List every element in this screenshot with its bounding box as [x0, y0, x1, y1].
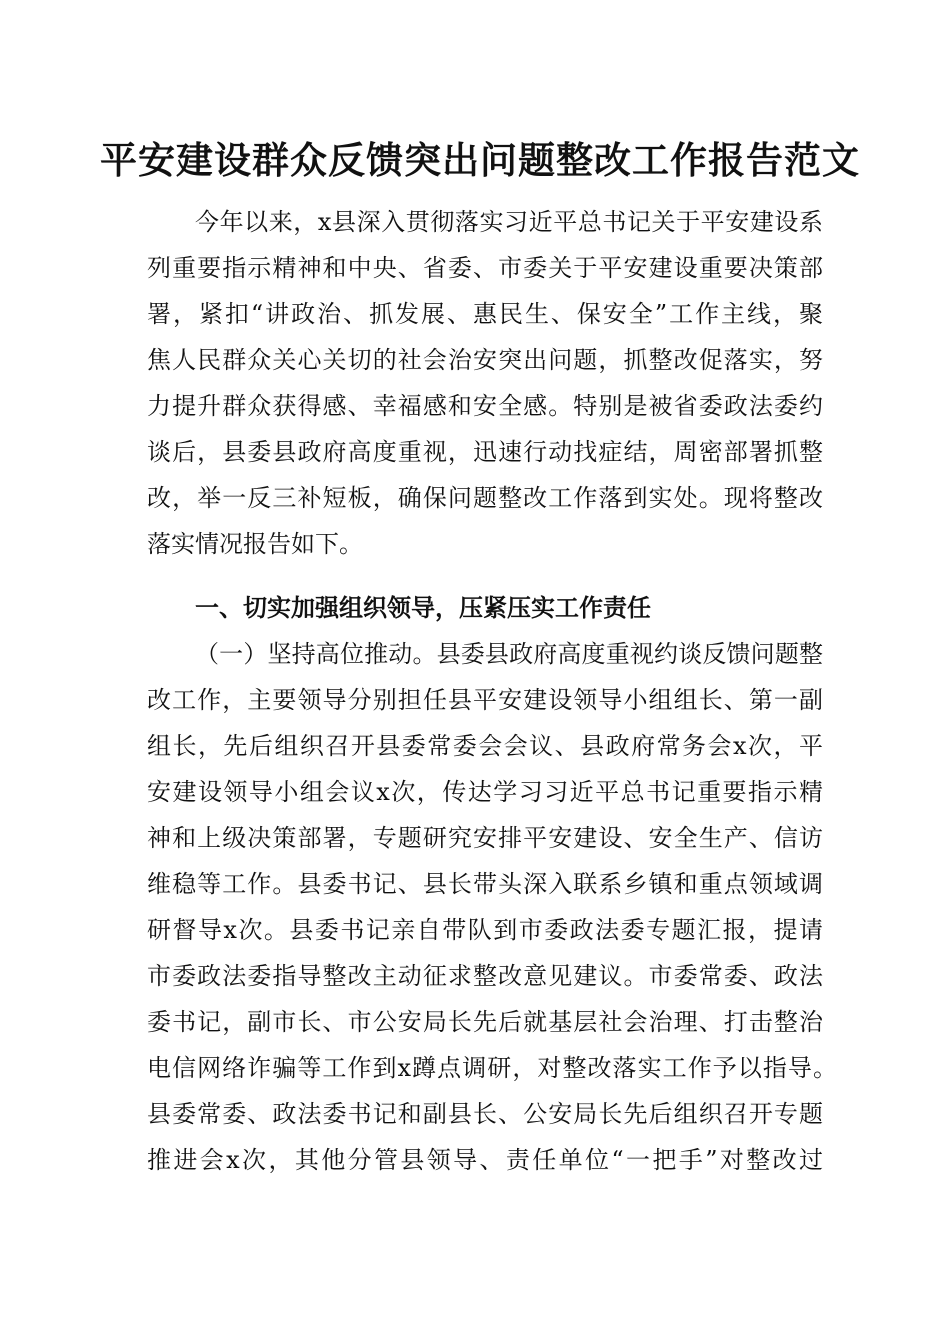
- intro-line-5: 力提升群众获得感、幸福感和安全感。特别是被省委政法委约: [147, 392, 823, 420]
- intro-line-2: 列重要指示精神和中央、省委、市委关于平安建设重要决策部: [147, 254, 823, 282]
- section-1-line-2: 改工作，主要领导分别担任县平安建设领导小组组长、第一副: [147, 686, 823, 714]
- section-1-line-8: 市委政法委指导整改主动征求整改意见建议。市委常委、政法: [147, 962, 823, 990]
- intro-line-6: 谈后，县委县政府高度重视，迅速行动找症结，周密部署抓整: [147, 438, 823, 466]
- section-1-line-4: 安建设领导小组会议x次，传达学习习近平总书记重要指示精: [147, 778, 823, 806]
- section-1-line-7: 研督导x次。县委书记亲自带队到市委政法委专题汇报，提请: [147, 916, 823, 944]
- section-1-line-1: （一）坚持高位推动。县委县政府高度重视约谈反馈问题整: [195, 640, 823, 668]
- section-1-line-5: 神和上级决策部署，专题研究安排平安建设、安全生产、信访: [147, 824, 823, 852]
- intro-line-7: 改，举一反三补短板，确保问题整改工作落到实处。现将整改: [147, 484, 823, 512]
- section-1-line-3: 组长，先后组织召开县委常委会会议、县政府常务会x次，平: [147, 732, 823, 760]
- intro-line-3: 署，紧扣“讲政治、抓发展、惠民生、保安全”工作主线，聚: [147, 300, 823, 328]
- intro-line-8: 落实情况报告如下。: [147, 530, 363, 558]
- section-1-line-6: 维稳等工作。县委书记、县长带头深入联系乡镇和重点领域调: [147, 870, 823, 898]
- section-1-line-12: 推进会x次，其他分管县领导、责任单位“一把手”对整改过: [147, 1146, 823, 1174]
- document-title: 平安建设群众反馈突出问题整改工作报告范文: [100, 138, 860, 182]
- section-1-line-11: 县委常委、政法委书记和副县长、公安局长先后组织召开专题: [147, 1100, 823, 1128]
- section-1-heading: 一、切实加强组织领导，压紧压实工作责任: [195, 594, 651, 622]
- intro-line-1: 今年以来，x县深入贯彻落实习近平总书记关于平安建设系: [195, 208, 823, 236]
- section-1-line-10: 电信网络诈骗等工作到x蹲点调研，对整改落实工作予以指导。: [147, 1054, 837, 1082]
- intro-line-4: 焦人民群众关心关切的社会治安突出问题，抓整改促落实，努: [147, 346, 823, 374]
- section-1-line-9: 委书记，副市长、市公安局长先后就基层社会治理、打击整治: [147, 1008, 823, 1036]
